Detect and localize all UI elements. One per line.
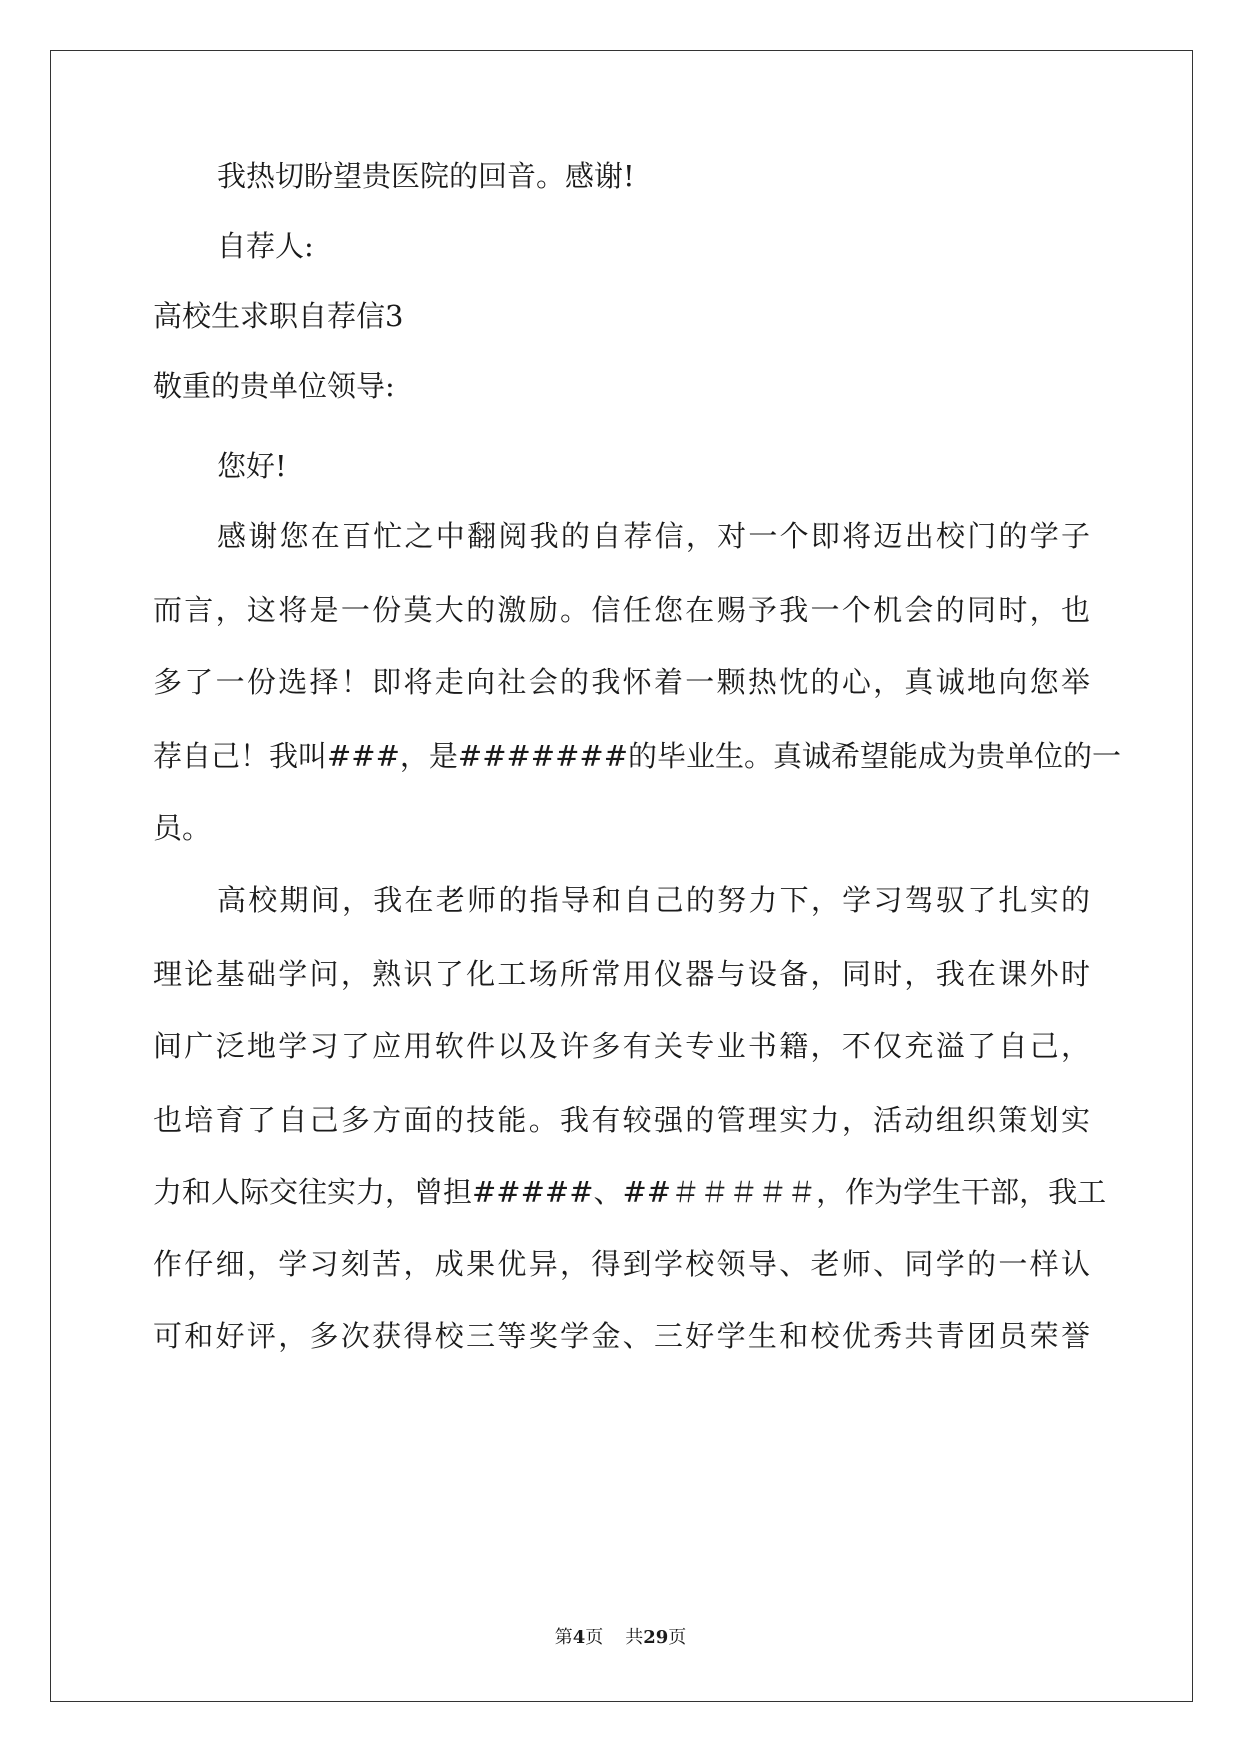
paragraph-line: 可和好评，多次获得校三等奖学金、三好学生和校优秀共青团员荣誉 [153,1319,1090,1353]
paragraph-line: 员。 [153,811,212,845]
total-suffix: 页 [668,1627,687,1648]
paragraph-line: 也培育了自己多方面的技能。我有较强的管理实力，活动组织策划实 [153,1103,1090,1137]
total-pages: 29 [643,1627,669,1648]
closing-line: 我热切盼望贵医院的回音。感谢! [217,159,635,193]
section-title: 高校生求职自荐信3 [153,299,404,333]
page-number: 4 [572,1627,586,1648]
page-footer [0,1626,1241,1650]
page-suffix: 页 [585,1627,604,1648]
paragraph-line: 间广泛地学习了应用软件以及许多有关专业书籍，不仅充溢了自己， [153,1029,1090,1063]
paragraph-line: 高校期间，我在老师的指导和自己的努力下，学习驾驭了扎实的 [217,883,1090,917]
salutation: 敬重的贵单位领导: [153,369,395,403]
total-prefix: 共 [625,1627,644,1648]
paragraph-line: 作仔细，学习刻苦，成果优异，得到学校领导、老师、同学的一样认 [153,1247,1090,1281]
greeting: 您好! [217,449,287,483]
paragraph-line: 而言，这将是一份莫大的激励。信任您在赐予我一个机会的同时，也 [153,593,1090,627]
paragraph-line: 感谢您在百忙之中翻阅我的自荐信，对一个即将迈出校门的学子 [217,519,1090,553]
page-prefix: 第 [554,1627,573,1648]
signature-label: 自荐人: [217,229,314,263]
paragraph-line: 荐自己！我叫###，是#######的毕业生。真诚希望能成为贵单位的一 [153,739,1121,773]
paragraph-line: 多了一份选择！即将走向社会的我怀着一颗热忱的心，真诚地向您举 [153,665,1090,699]
paragraph-line: 力和人际交往实力，曾担#####、##＃＃＃＃＃，作为学生干部，我工 [153,1175,1107,1209]
paragraph-line: 理论基础学问，熟识了化工场所常用仪器与设备，同时，我在课外时 [153,957,1090,991]
